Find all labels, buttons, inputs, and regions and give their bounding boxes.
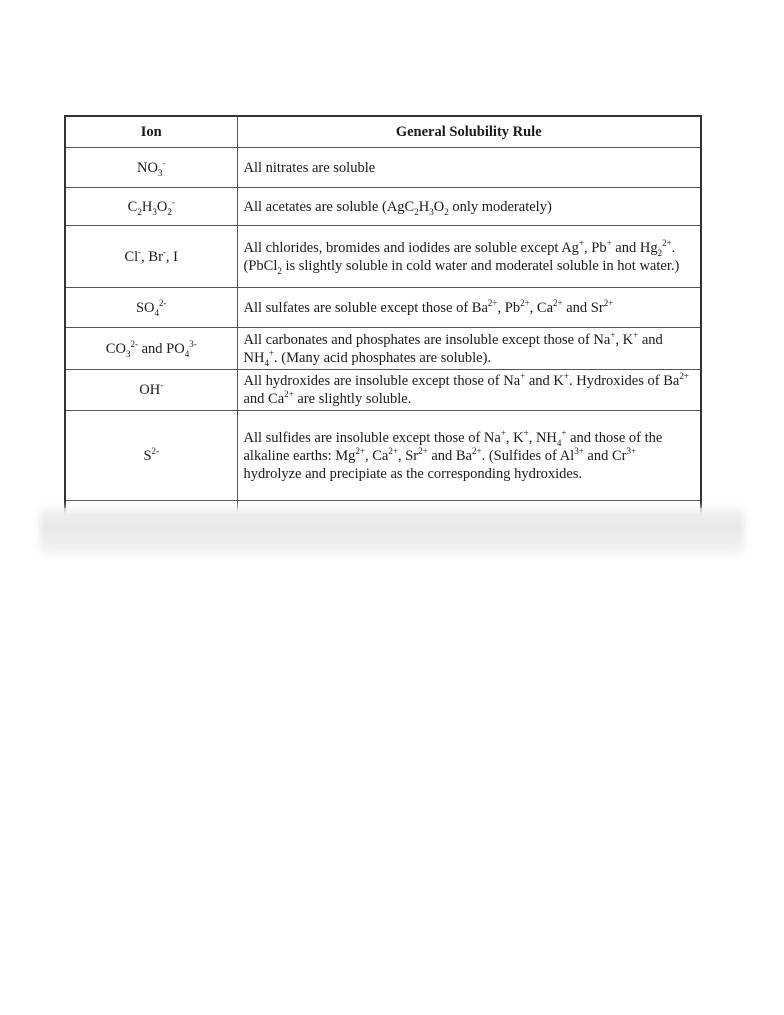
table-row <box>65 148 701 188</box>
ion-cell: Cl-, Br-, I <box>65 226 237 288</box>
table-body <box>65 148 701 515</box>
table-row <box>65 370 701 411</box>
table-row <box>65 328 701 370</box>
ion-cell: $CO_3^{2-}$ and $PO_4^{3-}$ <box>65 328 237 370</box>
rule-cell: All nitrates are soluble <box>237 148 701 188</box>
rule-cell: All sulfides are insoluble except those of Na+, K+, $NH_4^+$ and those of the alkaline earths: $Mg^{2+}$, $Ca^{2+}$, $Sr^{2+}$ and $Ba^{2+}$. (Sulfides of $Al^{3+}$ and $Cr^{3+}$ hydrolyze and precipiate as the corresponding hydroxides. <box>237 411 701 501</box>
rule-cell: All carbonates and phosphates are insoluble except those of Na+, K+ and $NH_4^+$. (Many acid phosphates are soluble). <box>237 328 701 370</box>
rule-cell: All hydroxides are insoluble except those of Na+ and K+. Hydroxides of $Ba^{2+}$ and $Ca^{2+}$ are slightly soluble. <box>237 370 701 411</box>
page-fade-overlay <box>0 508 784 1015</box>
header-ion: Ion <box>65 116 237 148</box>
rule-cell: All acetates are soluble ($AgC_2H_3O_2$ only moderately) <box>237 188 701 226</box>
table-row <box>65 188 701 226</box>
rule-cell: All sulfates are soluble except those of $Ba^{2+}$, $Pb^{2+}$, $Ca^{2+}$ and $Sr^{2+}$ <box>237 288 701 328</box>
table-row <box>65 411 701 501</box>
solubility-table <box>64 115 702 516</box>
ion-cell: $NO_3^-$ <box>65 148 237 188</box>
ion-cell: $C_2H_3O_2^-$ <box>65 188 237 226</box>
rule-cell: All chlorides, bromides and iodides are soluble except Ag+, Pb+ and $Hg_2^{2+}$. (PbCl$_2$ is slightly soluble in cold water and moderatel soluble in hot water.) <box>237 226 701 288</box>
blurred-region <box>40 508 744 554</box>
header-rule: General Solubility Rule <box>237 116 701 148</box>
table-row <box>65 288 701 328</box>
table-header-row <box>65 116 701 148</box>
ion-cell: $SO_4^{2-}$ <box>65 288 237 328</box>
solubility-sheet <box>64 115 700 516</box>
ion-cell: $S^{2-}$ <box>65 411 237 501</box>
ion-cell: OH- <box>65 370 237 411</box>
table-row <box>65 226 701 288</box>
